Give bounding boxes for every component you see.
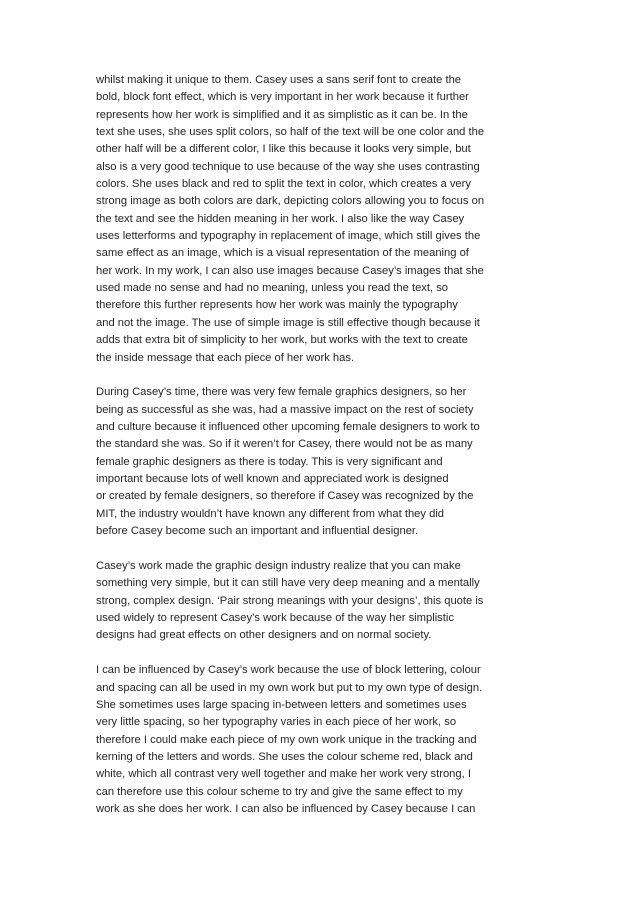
text-line: female graphic designers as there is today. This is very significant and (96, 455, 443, 468)
text-line: kerning of the letters and words. She uses the colour scheme red, black and (96, 750, 473, 763)
text-line: used made no sense and had no meaning, unless you read the text, so (96, 282, 449, 295)
text-line: colors. She uses black and red to split the text in color, which creates a very (96, 178, 471, 191)
text-line: strong, complex design. ‘Pair strong meanings with your designs’, this quote is (96, 594, 484, 607)
paragraph-industry-influence (96, 558, 546, 645)
text-line: something very simple, but it can still have very deep meaning and a mentally (96, 577, 480, 590)
text-line: Casey’s work made the graphic design industry realize that you can make (96, 559, 461, 572)
text-line: I can be influenced by Casey’s work because the use of block lettering, colour (96, 664, 481, 677)
text-line: or created by female designers, so therefore if Casey was recognized by the (96, 490, 474, 503)
text-line: text she uses, she uses split colors, so half of the text will be one color and the (96, 126, 485, 139)
text-line: adds that extra bit of simplicity to her work, but works with the text to create (96, 334, 468, 347)
text-line: before Casey become such an important and influential designer. (96, 525, 419, 538)
paragraph-casey-font-and-color (96, 72, 546, 367)
text-line: also is a very good technique to use because of the way she uses contrasting (96, 160, 480, 173)
text-line: very little spacing, so her typography varies in each piece of her work, so (96, 716, 457, 729)
text-line: designs had great effects on other designers and on normal society. (96, 629, 432, 642)
text-line: therefore I could make each piece of my own work unique in the tracking and (96, 733, 477, 746)
text-line: white, which all contrast very well together and make her work very strong, I (96, 768, 471, 781)
text-line: can therefore use this colour scheme to try and give the same effect to my (96, 785, 463, 798)
text-line: other half will be a different color, I like this because it looks very simple, but (96, 143, 471, 156)
text-line: work as she does her work. I can also be influenced by Casey because I can (96, 802, 476, 815)
paragraph-personal-influence (96, 662, 546, 818)
text-line: and not the image. The use of simple image is still effective though because it (96, 316, 480, 329)
document-body (96, 72, 546, 836)
text-line: her work. In my work, I can also use images because Casey’s images that she (96, 264, 484, 277)
text-line: therefore this further represents how her work was mainly the typography (96, 299, 458, 312)
text-line: She sometimes uses large spacing in-between letters and sometimes uses (96, 698, 467, 711)
text-line: whilst making it unique to them. Casey uses a sans serif font to create the (96, 74, 462, 86)
text-line: bold, block font effect, which is very important in her work because it further (96, 91, 469, 104)
text-line: important because lots of well known and appreciated work is designed (96, 473, 449, 486)
text-line: being as successful as she was, had a massive impact on the rest of society (96, 403, 474, 416)
text-line: MIT, the industry wouldn’t have known any different from what they did (96, 507, 445, 520)
text-line: used widely to represent Casey’s work because of the way her simplistic (96, 611, 454, 624)
text-line: the standard she was. So if it weren’t for Casey, there would not be as many (96, 438, 473, 451)
text-line: the inside message that each piece of her work has. (96, 351, 355, 364)
text-line: same effect as an image, which is a visual representation of the meaning of (96, 247, 469, 260)
text-line: and spacing can all be used in my own work but put to my own type of design. (96, 681, 483, 694)
text-line: the text and see the hidden meaning in her work. I also like the way Casey (96, 212, 465, 225)
text-line: During Casey’s time, there was very few female graphics designers, so her (96, 386, 467, 399)
text-line: and culture because it influenced other upcoming female designers to work to (96, 421, 480, 434)
text-line: represents how her work is simplified and it as simplistic as it can be. In the (96, 108, 468, 121)
paragraph-female-designers-impact (96, 384, 546, 540)
text-line: uses letterforms and typography in replacement of image, which still gives the (96, 230, 481, 243)
text-line: strong image as both colors are dark, depicting colors allowing you to focus on (96, 195, 485, 208)
